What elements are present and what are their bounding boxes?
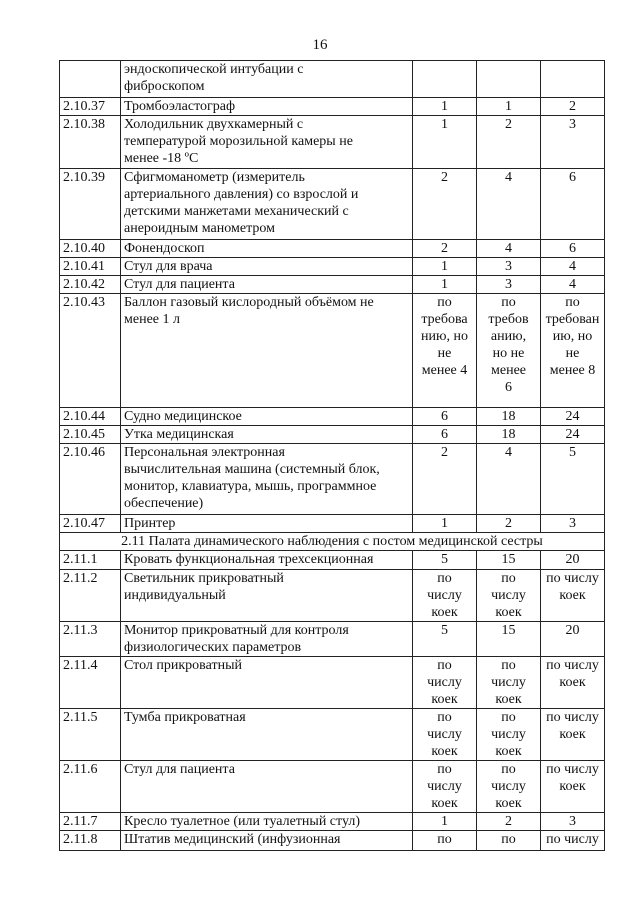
quantity-col-3: 6 xyxy=(541,169,605,240)
quantity-col-3: 5 xyxy=(541,444,605,515)
equipment-table xyxy=(59,60,605,851)
item-name: Монитор прикроватный для контроля физиологических параметров xyxy=(121,622,413,657)
item-name: Стул для врача xyxy=(121,258,413,276)
quantity-col-3: 20 xyxy=(541,622,605,657)
quantity-col-1: 2 xyxy=(413,444,477,515)
quantity-col-2: 3 xyxy=(477,258,541,276)
item-number: 2.10.40 xyxy=(60,240,121,258)
quantity-col-3: 4 xyxy=(541,258,605,276)
quantity-col-2 xyxy=(477,61,541,98)
quantity-col-2: по числу коек xyxy=(477,570,541,622)
quantity-col-2: по требов анию, но не менее 6 xyxy=(477,294,541,408)
quantity-col-2: 4 xyxy=(477,169,541,240)
quantity-col-3: 20 xyxy=(541,551,605,570)
quantity-col-2: 1 xyxy=(477,98,541,116)
item-number: 2.10.38 xyxy=(60,116,121,169)
quantity-col-1: по числу коек xyxy=(413,570,477,622)
table-row xyxy=(60,61,605,98)
quantity-col-3: 4 xyxy=(541,276,605,294)
item-number: 2.10.42 xyxy=(60,276,121,294)
quantity-col-3: по числу xyxy=(541,831,605,851)
quantity-col-1 xyxy=(413,61,477,98)
item-name: Штатив медицинский (инфузионная xyxy=(121,831,413,851)
quantity-col-3: 2 xyxy=(541,98,605,116)
quantity-col-3: 3 xyxy=(541,116,605,169)
item-name: Кресло туалетное (или туалетный стул) xyxy=(121,813,413,831)
quantity-col-2: 4 xyxy=(477,240,541,258)
table-row xyxy=(60,98,605,116)
item-number: 2.11.4 xyxy=(60,657,121,709)
item-name: Тумба прикроватная xyxy=(121,709,413,761)
table-row xyxy=(60,444,605,515)
item-name: Сфигмоманометр (измеритель артериального давления) со взрослой и детскими манжетами механический с анероидным манометром xyxy=(121,169,413,240)
quantity-col-1: 1 xyxy=(413,98,477,116)
item-name: Стол прикроватный xyxy=(121,657,413,709)
table-row xyxy=(60,276,605,294)
item-number: 2.11.7 xyxy=(60,813,121,831)
quantity-col-3: по числу коек xyxy=(541,709,605,761)
table-row xyxy=(60,408,605,426)
quantity-col-1: 1 xyxy=(413,258,477,276)
item-number: 2.10.46 xyxy=(60,444,121,515)
item-name: Холодильник двухкамерный с температурой морозильной камеры не менее -18 ºС xyxy=(121,116,413,169)
table-row xyxy=(60,258,605,276)
item-number: 2.10.45 xyxy=(60,426,121,444)
item-number: 2.10.41 xyxy=(60,258,121,276)
item-name: Кровать функциональная трехсекционная xyxy=(121,551,413,570)
item-number: 2.10.44 xyxy=(60,408,121,426)
table-row xyxy=(60,294,605,408)
quantity-col-1: 2 xyxy=(413,169,477,240)
quantity-col-2: по числу коек xyxy=(477,761,541,813)
quantity-col-3: 3 xyxy=(541,813,605,831)
quantity-col-3 xyxy=(541,61,605,98)
quantity-col-1: 1 xyxy=(413,276,477,294)
quantity-col-2: 2 xyxy=(477,116,541,169)
item-name: Стул для пациента xyxy=(121,761,413,813)
quantity-col-1: по числу коек xyxy=(413,709,477,761)
page-number: 16 xyxy=(312,37,328,53)
item-number: 2.11.5 xyxy=(60,709,121,761)
item-number: 2.11.2 xyxy=(60,570,121,622)
item-number: 2.11.3 xyxy=(60,622,121,657)
quantity-col-2: 3 xyxy=(477,276,541,294)
table-row xyxy=(60,657,605,709)
quantity-col-3: по требован ию, но не менее 8 xyxy=(541,294,605,408)
item-name: Стул для пациента xyxy=(121,276,413,294)
quantity-col-2: 15 xyxy=(477,622,541,657)
quantity-col-1: 1 xyxy=(413,116,477,169)
table-row xyxy=(60,831,605,851)
item-name: Принтер xyxy=(121,515,413,533)
quantity-col-1: по числу коек xyxy=(413,761,477,813)
item-name: Фонендоскоп xyxy=(121,240,413,258)
item-name: Баллон газовый кислородный объёмом не менее 1 л xyxy=(121,294,413,408)
item-name: Судно медицинское xyxy=(121,408,413,426)
quantity-col-1: по числу коек xyxy=(413,657,477,709)
quantity-col-1: по xyxy=(413,831,477,851)
quantity-col-1: 6 xyxy=(413,426,477,444)
quantity-col-1: 5 xyxy=(413,551,477,570)
item-name: эндоскопической интубации с фиброскопом xyxy=(121,61,413,98)
item-name: Персональная электронная вычислительная машина (системный блок, монитор, клавиатура, мышь, программное обеспечение) xyxy=(121,444,413,515)
item-number: 2.10.39 xyxy=(60,169,121,240)
quantity-col-3: по числу коек xyxy=(541,657,605,709)
quantity-col-3: 24 xyxy=(541,426,605,444)
quantity-col-2: 2 xyxy=(477,813,541,831)
table-section-header xyxy=(60,533,605,551)
quantity-col-2: по числу коек xyxy=(477,709,541,761)
quantity-col-1: 5 xyxy=(413,622,477,657)
quantity-col-1: 2 xyxy=(413,240,477,258)
quantity-col-2: по числу коек xyxy=(477,657,541,709)
item-name: Утка медицинская xyxy=(121,426,413,444)
quantity-col-3: по числу коек xyxy=(541,761,605,813)
table-row xyxy=(60,813,605,831)
quantity-col-2: 15 xyxy=(477,551,541,570)
quantity-col-1: 1 xyxy=(413,515,477,533)
quantity-col-1: 6 xyxy=(413,408,477,426)
table-row xyxy=(60,515,605,533)
item-number xyxy=(60,61,121,98)
section-title: 2.11 Палата динамического наблюдения с постом медицинской сестры xyxy=(60,533,605,551)
item-number: 2.10.47 xyxy=(60,515,121,533)
item-number: 2.10.37 xyxy=(60,98,121,116)
table-body-section-2-11 xyxy=(60,551,605,851)
item-number: 2.11.8 xyxy=(60,831,121,851)
table-row xyxy=(60,761,605,813)
item-number: 2.11.6 xyxy=(60,761,121,813)
table-row xyxy=(60,570,605,622)
quantity-col-2: 18 xyxy=(477,426,541,444)
quantity-col-2: по xyxy=(477,831,541,851)
table-row xyxy=(60,240,605,258)
table-row xyxy=(60,426,605,444)
table-body-section-2-10 xyxy=(60,61,605,533)
quantity-col-2: 4 xyxy=(477,444,541,515)
table-row xyxy=(60,551,605,570)
quantity-col-3: 3 xyxy=(541,515,605,533)
quantity-col-2: 2 xyxy=(477,515,541,533)
item-name: Светильник прикроватный индивидуальный xyxy=(121,570,413,622)
item-name: Тромбоэластограф xyxy=(121,98,413,116)
quantity-col-3: 6 xyxy=(541,240,605,258)
table-row xyxy=(60,169,605,240)
table-row xyxy=(60,116,605,169)
quantity-col-2: 18 xyxy=(477,408,541,426)
quantity-col-3: 24 xyxy=(541,408,605,426)
item-number: 2.10.43 xyxy=(60,294,121,408)
quantity-col-3: по числу коек xyxy=(541,570,605,622)
table-row xyxy=(60,709,605,761)
quantity-col-1: по требова нию, но не менее 4 xyxy=(413,294,477,408)
table-row xyxy=(60,622,605,657)
quantity-col-1: 1 xyxy=(413,813,477,831)
item-number: 2.11.1 xyxy=(60,551,121,570)
section-row xyxy=(60,533,605,551)
